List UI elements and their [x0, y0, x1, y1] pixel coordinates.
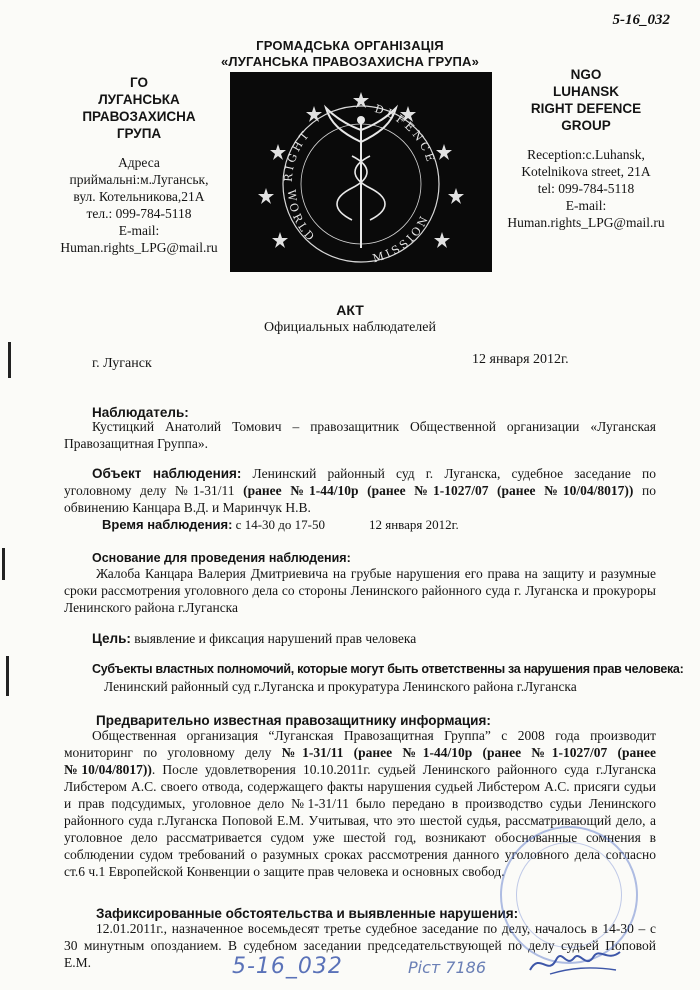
org-name-line: RIGHT DEFENCE — [530, 101, 642, 116]
scan-edge-mark — [2, 548, 5, 580]
basis-heading: Основание для проведения наблюдения: — [92, 551, 351, 565]
logo-text-mission: MISSION — [371, 211, 432, 266]
address-line: Адреса — [118, 155, 160, 170]
handwritten-page-note: Ріст 7186 — [408, 958, 487, 977]
organization-title — [200, 38, 500, 70]
svg-text:MISSION — [371, 212, 432, 265]
address-line: приймальні:м.Луганськ, — [69, 172, 209, 187]
goal-text: выявление и фиксация нарушений прав человека — [130, 631, 417, 646]
object-paragraph — [64, 465, 656, 516]
address-line: Kotelnikova street, 21A — [521, 164, 651, 179]
org-name-line: NGO — [570, 67, 602, 82]
org-name-line: ГО — [130, 75, 148, 90]
goal-heading: Цель: — [92, 631, 131, 646]
org-name-line: ЛУГАНСЬКА — [98, 92, 180, 107]
org-address-ua — [34, 154, 244, 256]
signature — [520, 940, 630, 984]
address-line: Reception:c.Luhansk, — [527, 147, 645, 162]
object-heading: Объект наблюдения: — [92, 466, 242, 481]
logo-text-world: WORLD — [284, 188, 319, 246]
time-heading: Время наблюдения: — [102, 517, 233, 532]
org-name-line: ГРУПА — [116, 126, 162, 141]
org-address-en — [492, 146, 680, 231]
org-title-line: «ЛУГАНСЬКА ПРАВОЗАХИСНА ГРУПА» — [220, 54, 480, 69]
email-label: E-mail: — [118, 223, 160, 238]
act-date: 12 января 2012г. — [472, 352, 569, 367]
observer-text: Кустицкий Анатолий Томович – правозащитник Общественной организации «Луганская Правозащитная Группа». — [64, 419, 656, 451]
org-name-ua — [34, 74, 244, 142]
subjects-heading: Субъекты властных полномочий, которые могут быть ответственны за нарушения прав человека: — [92, 662, 684, 676]
email-label: E-mail: — [565, 198, 607, 213]
findings-text: 12.01.2011г., назначенное восемьдесят третье судебное заседание по делу, началось в 14-30 – с 30 минутным опозданием. В судебном заседании председательствующей по делу судьей Поповой Е.М. — [64, 921, 656, 970]
object-case-numbers: (ранее №1-44/10р (ранее №1-1027/07 (ранее №10/04/8017)) — [243, 483, 634, 498]
left-header-column — [34, 74, 244, 256]
object-defendants: по обвинению Канцара В.Д. и Маринчук Н.В. — [64, 483, 656, 515]
org-title-line: ГРОМАДСЬКА ОРГАНІЗАЦІЯ — [256, 38, 444, 53]
findings-heading: Зафиксированные обстоятельства и выявленные нарушения: — [96, 906, 519, 921]
subjects-text: Ленинский районный суд г.Луганска и прокуратура Ленинского района г.Луганска — [104, 679, 577, 694]
prior-info-part: . После удовлетворения 10.10.2011г. судьей Ленинского районного суда г.Луганска Либстером А.С. своего отвода, содержащего факты нарушения судьей Либстером А.С. присяги судьи и прав подсудимых, уголовное дело №1-31/11 было передано в производство судьи Ленинского районного суда г.Луганска Поповой Е.М. Учитывая, что это шестой судья, рассматривающий дело, а уголовное дело рассматривается судом уже шестой год, возникают обоснованные сомнения в соблюдении судом требований о разумных сроках рассмотрения данного уголовного дела согласно ст.6 ч.1 Европейской Конвенции о защите прав человека и основных свобод. — [64, 762, 657, 879]
prior-info-case-numbers: №1-31/11 (ранее №1-44/10р (ранее №1-1027/07 (ранее №10/04/8017)) — [64, 745, 656, 777]
time-line — [102, 516, 459, 533]
prior-info-part: Общественная организация “Луганская Правозащитная Группа” с 2008 года производит мониторинг по уголовному делу — [64, 728, 656, 760]
logo-text-defence: DEFENCE — [373, 102, 438, 166]
caduceus-icon — [230, 72, 492, 272]
logo-text-right: RIGHT — [281, 127, 314, 183]
email-address: Human.rights_LPG@mail.ru — [507, 215, 665, 230]
handwritten-code: 5-16_032 — [232, 954, 343, 979]
org-name-line: ПРАВОЗАХИСНА — [82, 109, 196, 124]
phone-line: тел.: 099-784-5118 — [86, 206, 192, 221]
basis-text: Жалоба Канцара Валерия Дмитриевича на грубые нарушения его права на защиту и разумные сроки рассмотрения уголовного дела со стороны Ленинского районного суда г. Луганска и прокуроры Ленинского района г.Луганска — [64, 566, 656, 615]
time-date: 12 января 2012г. — [368, 517, 459, 532]
prior-info-heading: Предварительно известная правозащитнику информация: — [96, 713, 491, 728]
scan-edge-mark — [6, 656, 9, 696]
act-city: г. Луганск — [92, 356, 152, 371]
org-name-line: GROUP — [561, 118, 611, 133]
org-name-en — [492, 66, 680, 134]
stamp-inner-ring — [516, 842, 622, 948]
time-value: с 14-30 до 17-50 — [232, 517, 325, 532]
document-code: 5-16_032 — [612, 12, 670, 28]
organization-logo — [230, 72, 492, 272]
object-text: Ленинский районный суд г. Луганска, судебное заседание по уголовному делу №1-31/11 — [64, 466, 656, 498]
goal-line — [92, 630, 416, 647]
observer-heading: Наблюдатель: — [92, 405, 189, 420]
right-header-column — [492, 66, 680, 231]
svg-text:DEFENCE — [373, 102, 438, 166]
phone-line: tel: 099-784-5118 — [537, 181, 635, 196]
act-subtitle: Официальных наблюдателей — [264, 320, 436, 335]
email-address: Human.rights_LPG@mail.ru — [60, 240, 218, 255]
scan-edge-mark — [8, 342, 11, 378]
org-name-line: LUHANSK — [553, 84, 619, 99]
act-title: АКТ — [336, 302, 364, 318]
address-line: вул. Котельникова,21А — [73, 189, 205, 204]
